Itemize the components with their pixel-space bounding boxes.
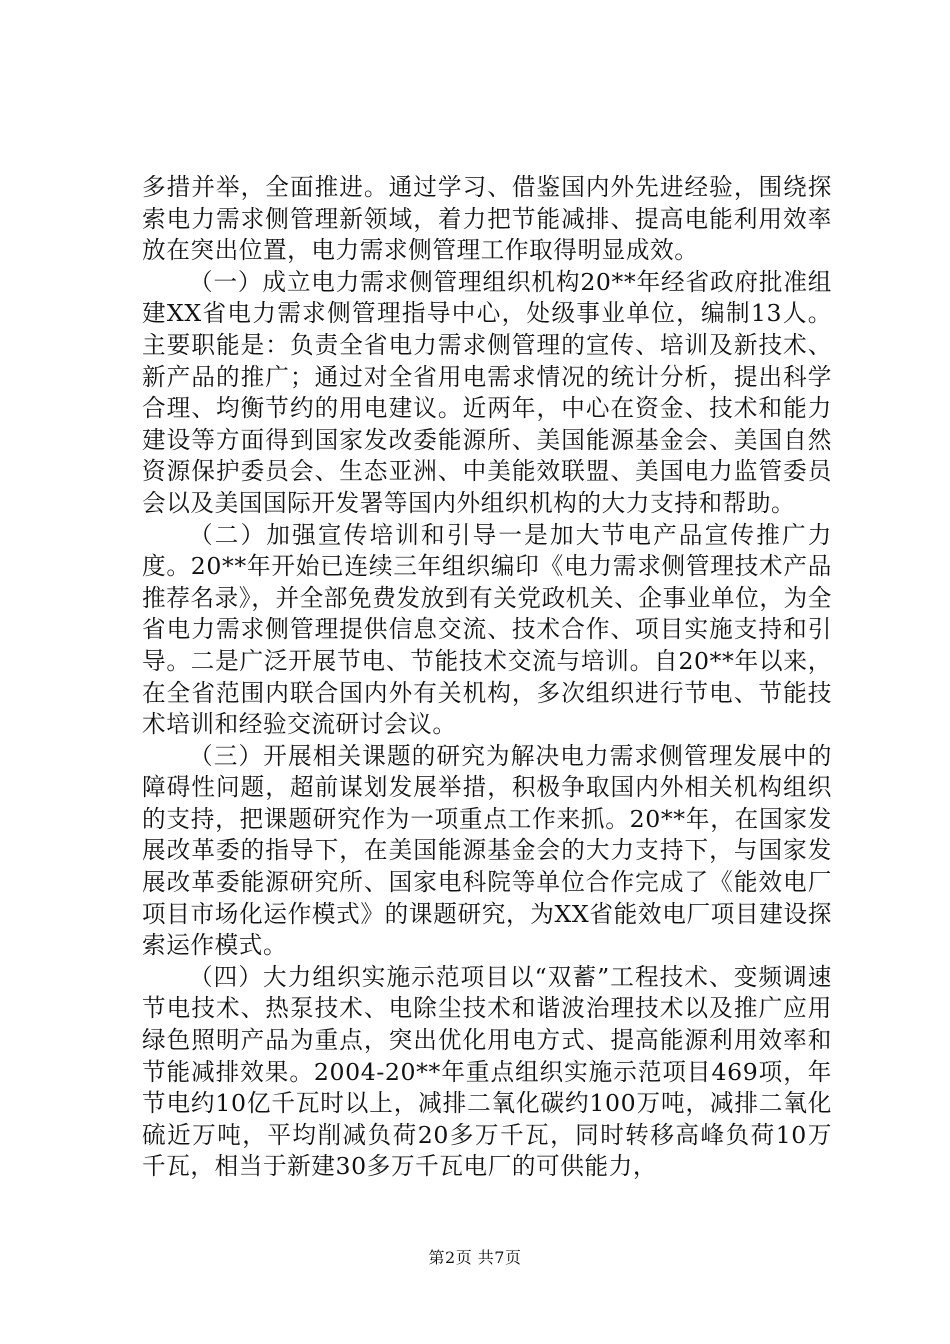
paragraph-section-3: （三）开展相关课题的研究为解决电力需求侧管理发展中的障碍性问题，超前谋划发展举措，积极争取国内外相关机构组织的支持，把课题研究作为一项重点工作来抓。20**年，在国家发展改革委的指导下，在美国能源基金会的大力支持下，与国家发展改革委能源研究所、国家电科院等单位合作完成了《能效电厂项目市场化运作模式》的课题研究，为XX省能效电厂项目建设探索运作模式。 xyxy=(142,741,832,960)
page-number: 第2页 共7页 xyxy=(428,1248,522,1267)
paragraph-intro: 多措并举，全面推进。通过学习、借鉴国内外先进经验，围绕探索电力需求侧管理新领域，着力把节能减排、提高电能利用效率放在突出位置，电力需求侧管理工作取得明显成效。 xyxy=(142,173,832,265)
page-footer xyxy=(0,1245,950,1268)
paragraph-section-2: （二）加强宣传培训和引导一是加大节电产品宣传推广力度。20**年开始已连续三年组织编印《电力需求侧管理技术产品推荐名录》，并全部免费发放到有关党政机关、企事业单位，为全省电力需求侧管理提供信息交流、技术合作、项目实施支持和引导。二是广泛开展节电、节能技术交流与培训。自20**年以来，在全省范围内联合国内外有关机构，多次组织进行节电、节能技术培训和经验交流研讨会议。 xyxy=(142,520,832,739)
paragraph-section-4: （四）大力组织实施示范项目以“双蓄”工程技术、变频调速节电技术、热泵技术、电除尘技术和谐波治理技术以及推广应用绿色照明产品为重点，突出优化用电方式、提高能源利用效率和节能减排效果。2004-20**年重点组织实施示范项目469项，年节电约10亿千瓦时以上，减排二氧化碳约100万吨，减排二氧化硫近万吨，平均削减负荷20多万千瓦，同时转移高峰负荷10万千瓦，相当于新建30多万千瓦电厂的可供能力， xyxy=(142,962,832,1181)
document-body xyxy=(142,172,832,1183)
paragraph-section-1: （一）成立电力需求侧管理组织机构20**年经省政府批准组建XX省电力需求侧管理指导中心，处级事业单位，编制13人。主要职能是：负责全省电力需求侧管理的宣传、培训及新技术、新产品的推广；通过对全省用电需求情况的统计分析，提出科学合理、均衡节约的用电建议。近两年，中心在资金、技术和能力建设等方面得到国家发改委能源所、美国能源基金会、美国自然资源保护委员会、生态亚洲、中美能效联盟、美国电力监管委员会以及美国国际开发署等国内外组织机构的大力支持和帮助。 xyxy=(142,267,832,517)
